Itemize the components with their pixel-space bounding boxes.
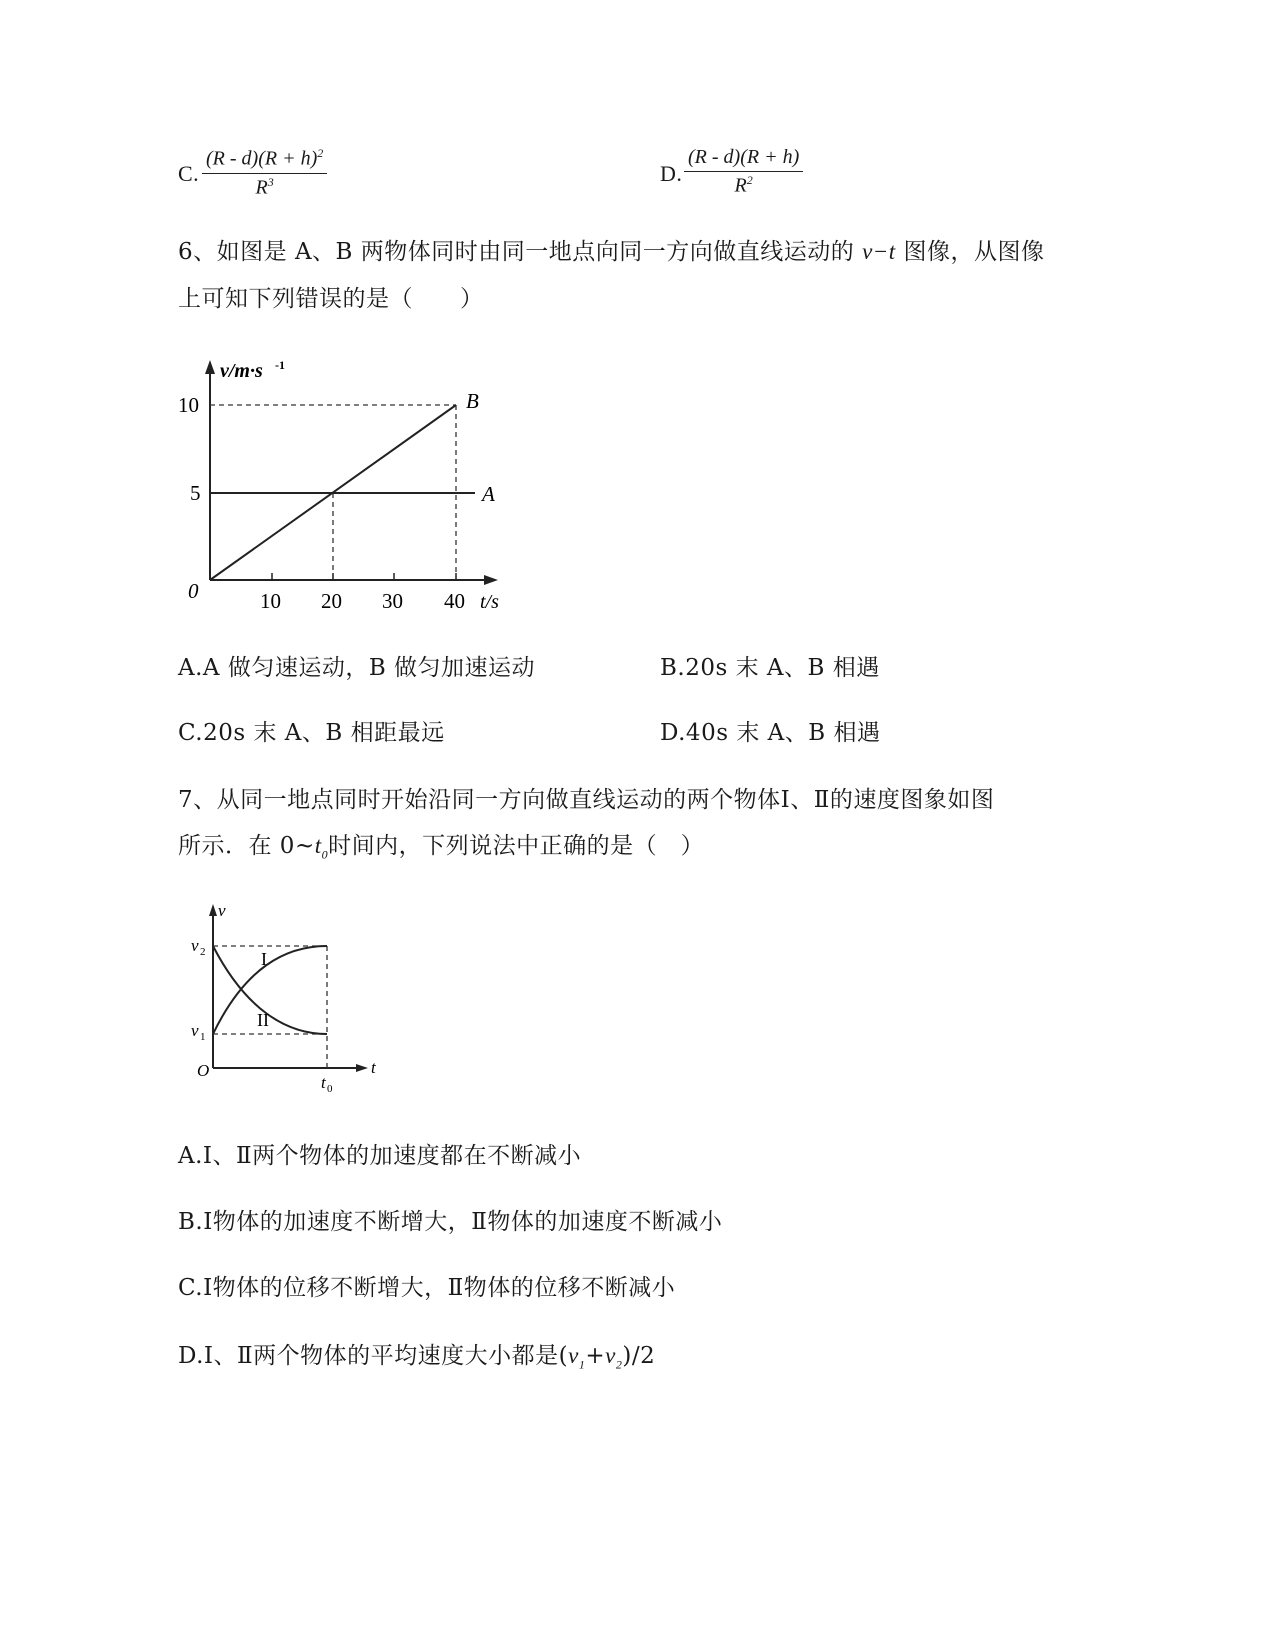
q7-option-d-v2: $v_2$ <box>605 1343 623 1372</box>
q6-origin-label: 0 <box>188 579 199 603</box>
q6-option-a: A.A 做匀速运动，B 做匀加速运动 <box>178 655 536 681</box>
q5-option-c-denominator: $R^3$ <box>255 174 274 199</box>
q7-y-axis-label: v <box>218 901 226 920</box>
q7-option-c: C.Ⅰ物体的位移不断增大，Ⅱ物体的位移不断减小 <box>178 1275 676 1301</box>
q7-t0-symbol: $t_0$ <box>314 833 329 862</box>
q7-option-d: D.Ⅰ、Ⅱ两个物体的平均速度大小都是$(v_1+v_2)/2$ <box>178 1343 656 1372</box>
q7-velocity-graph <box>185 898 385 1098</box>
q6-stem-line2: 上可知下列错误的是（ ） <box>178 286 484 312</box>
q7-curve-2-label: II <box>257 1010 269 1030</box>
q7-v1-label: v <box>191 1021 199 1040</box>
q6-y-axis-label-sup: -1 <box>275 358 285 372</box>
q6-vt-graph <box>170 350 520 620</box>
q5-option-d-fraction <box>684 146 803 198</box>
q6-x-tick-30: 30 <box>382 589 403 613</box>
q6-y-tick-10: 10 <box>178 393 199 417</box>
q6-x-axis-arrow <box>484 575 498 585</box>
q7-t0-sub: 0 <box>327 1083 333 1095</box>
q7-curve-2 <box>213 946 327 1034</box>
q6-y-tick-5: 5 <box>190 481 201 505</box>
q7-curve-1-label: I <box>261 949 267 969</box>
q5-option-d-numerator: (R - d)(R + h) <box>684 146 803 172</box>
q6-stem-line1: 6、如图是 A、B 两物体同时由同一地点向同一方向做直线运动的 v−t 图像，从图像 <box>178 239 1045 265</box>
q7-x-axis-label: t <box>371 1058 376 1077</box>
q6-line-b-label: B <box>466 389 479 413</box>
q5-option-c-label: C. <box>178 161 200 186</box>
q7-curve-1 <box>213 946 327 1034</box>
q5-option-c-numerator: $(R - d)(R + h)^2$ <box>202 146 327 174</box>
q6-x-tick-10: 10 <box>260 589 281 613</box>
q7-v1-sub: 1 <box>200 1031 206 1043</box>
q6-x-axis-label: t/s <box>480 591 499 613</box>
q5-option-d-denominator: $R^2$ <box>734 173 753 197</box>
q6-x-tick-40: 40 <box>444 589 465 613</box>
q6-option-c: C.20s 末 A、B 相距最远 <box>178 720 445 746</box>
q7-option-d-v1: $v_1$ <box>568 1343 586 1372</box>
q7-x-axis-arrow <box>356 1064 368 1072</box>
q7-v2-sub: 2 <box>200 946 206 958</box>
q7-origin-label: O <box>197 1061 210 1080</box>
q7-stem-line1: 7、从同一地点同时开始沿同一方向做直线运动的两个物体Ⅰ、Ⅱ的速度图象如图 <box>178 787 995 813</box>
q6-option-d: D.40s 末 A、B 相遇 <box>660 720 881 746</box>
q6-x-tick-20: 20 <box>321 589 342 613</box>
q6-line-a-label: A <box>482 482 495 506</box>
q6-vt-symbol: v−t <box>862 239 896 264</box>
q6-y-axis-label: v/m·s <box>220 360 263 382</box>
q6-option-b: B.20s 末 A、B 相遇 <box>660 655 880 681</box>
q7-option-a: A.Ⅰ、Ⅱ两个物体的加速度都在不断减小 <box>178 1143 582 1169</box>
q6-y-axis-arrow <box>205 360 215 374</box>
q5-option-d-label: D. <box>660 161 683 186</box>
q7-v2-label: v <box>191 936 199 955</box>
q5-option-c-fraction <box>202 146 327 199</box>
q7-y-axis-arrow <box>209 904 217 916</box>
q7-stem-line2: 所示．在 $0\sim t_0$时间内，下列说法中正确的是（ ） <box>178 833 705 862</box>
q7-t0-label: t <box>321 1073 326 1092</box>
q7-option-b: B.Ⅰ物体的加速度不断增大，Ⅱ物体的加速度不断减小 <box>178 1209 723 1235</box>
